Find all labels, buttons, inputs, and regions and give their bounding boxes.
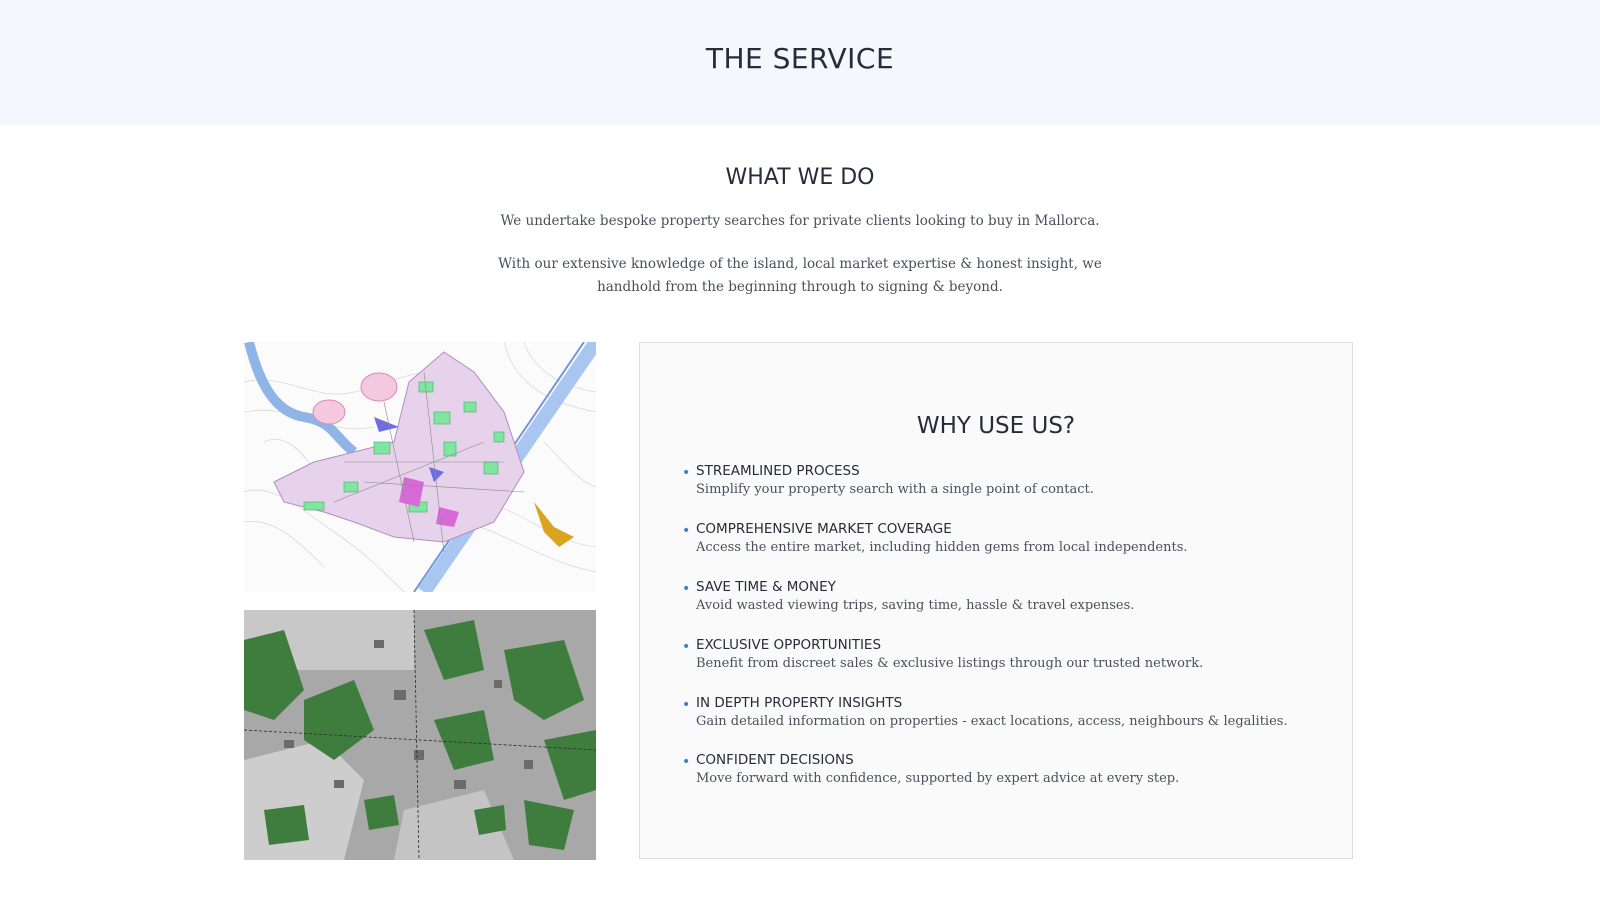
- what-we-do-paragraph-1: We undertake bespoke property searches for private clients looking to buy in Mallorca.: [500, 213, 1100, 229]
- benefit-title: CONFIDENT DECISIONS: [696, 752, 854, 768]
- benefit-description: Move forward with confidence, supported by expert advice at every step.: [696, 771, 1180, 786]
- why-use-us-card: [639, 342, 1353, 859]
- bullet-icon: •: [682, 754, 691, 770]
- aerial-satellite-map-image: [244, 610, 596, 860]
- benefit-title: STREAMLINED PROCESS: [696, 463, 860, 479]
- what-we-do-heading: WHAT WE DO: [725, 165, 875, 190]
- benefit-description: Avoid wasted viewing trips, saving time, hassle & travel expenses.: [696, 598, 1135, 613]
- bullet-icon: •: [682, 465, 691, 481]
- what-we-do-paragraph-2: With our extensive knowledge of the island, local market expertise & honest insight, we handhold from the beginning through to signing & beyond.: [498, 256, 1102, 295]
- bullet-icon: •: [682, 697, 691, 713]
- why-use-us-heading: WHY USE US?: [916, 413, 1076, 439]
- benefit-description: Access the entire market, including hidden gems from local independents.: [696, 540, 1188, 555]
- page-title: THE SERVICE: [705, 42, 895, 75]
- bullet-icon: •: [682, 639, 691, 655]
- town-plan-map-image: [244, 342, 596, 592]
- benefit-description: Benefit from discreet sales & exclusive listings through our trusted network.: [696, 656, 1204, 671]
- benefit-description: Simplify your property search with a single point of contact.: [696, 482, 1094, 497]
- benefit-title: EXCLUSIVE OPPORTUNITIES: [696, 637, 882, 653]
- bullet-icon: •: [682, 523, 691, 539]
- benefit-title: SAVE TIME & MONEY: [696, 579, 836, 595]
- benefit-description: Gain detailed information on properties - exact locations, access, neighbours & legalities.: [696, 714, 1288, 729]
- hero-banner: [0, 0, 1600, 125]
- benefit-title: COMPREHENSIVE MARKET COVERAGE: [696, 521, 952, 537]
- benefit-title: IN DEPTH PROPERTY INSIGHTS: [696, 695, 903, 711]
- bullet-icon: •: [682, 581, 691, 597]
